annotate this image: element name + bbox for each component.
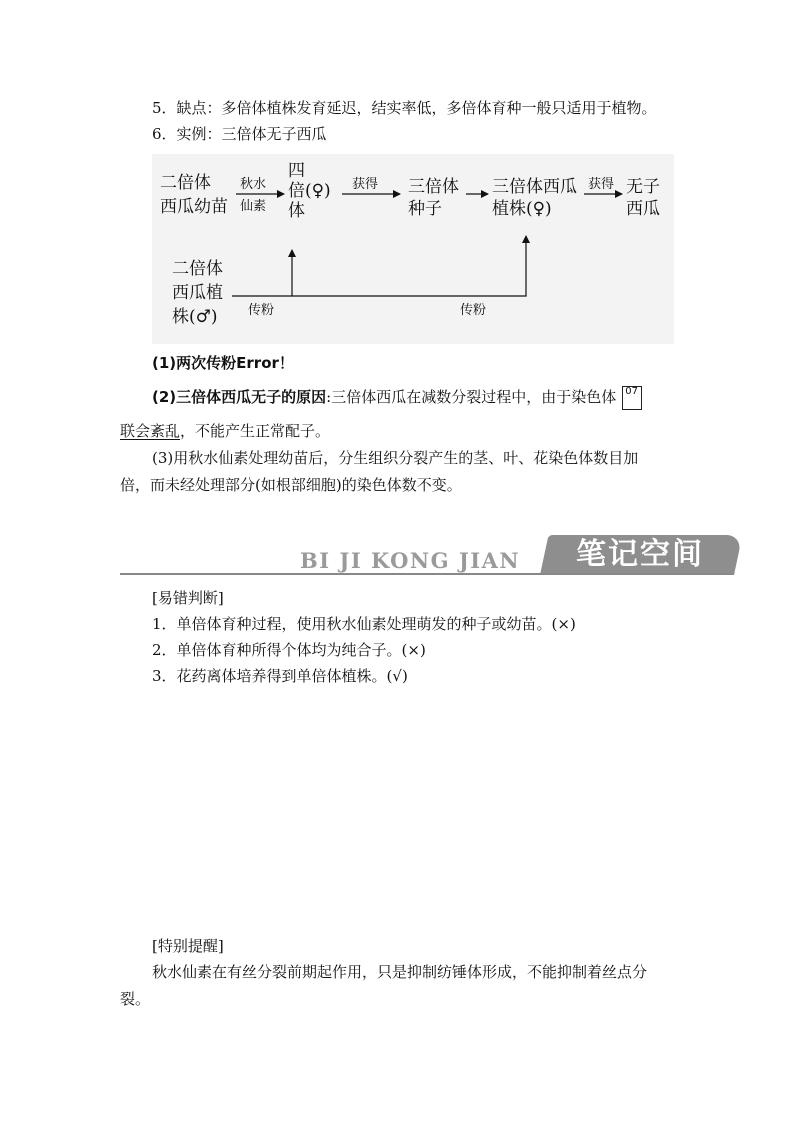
diagram-svg	[152, 154, 674, 344]
diploid-plant-line2: 西瓜植	[172, 283, 223, 303]
seedless-line2: 西瓜	[626, 199, 660, 219]
tetraploid-line3: 体	[288, 201, 305, 221]
reminder-line1: 秋水仙素在有丝分裂前期起作用，只是抑制纺锤体形成，不能抑制着丝点分	[152, 963, 648, 981]
banner-latin: BI JI KONG JIAN	[300, 548, 521, 573]
colchicine-label-top: 秋水	[240, 177, 267, 192]
note-2-heading: (2)三倍体西瓜无子的原因	[152, 388, 327, 406]
item-6: 6．实例：三倍体无子西瓜	[152, 125, 327, 143]
note-3-line2: 倍，而未经处理部分(如根部细胞)的染色体数不变。	[120, 476, 462, 494]
triploid-seed-line2: 种子	[408, 199, 442, 219]
diploid-plant-line3: 株(♂)	[172, 307, 218, 327]
note-2-cont	[120, 420, 330, 442]
triploid-plant-line2: 植株(♀)	[492, 199, 552, 219]
note-2	[152, 386, 642, 410]
answer-underlined: 联会紊乱	[120, 422, 181, 440]
triploid-seed-line1: 三倍体	[408, 177, 459, 197]
note-2-tail: ，不能产生正常配子。	[180, 422, 331, 440]
tetraploid-line2: 倍(♀)	[288, 181, 331, 201]
pollination-path-2	[232, 236, 526, 296]
reminder-heading: [特别提醒]	[152, 937, 224, 955]
diploid-seedling-line1: 二倍体	[160, 173, 211, 193]
obtain-label-1: 获得	[352, 177, 379, 192]
triploid-plant-line1: 三倍体西瓜	[492, 177, 577, 197]
seedless-line1: 无子	[626, 177, 660, 197]
obtain-label-2: 获得	[588, 177, 615, 192]
pollination-label-1: 传粉	[248, 303, 275, 318]
reminder-line2: 裂。	[120, 990, 151, 1008]
answer-box-number: 07	[625, 386, 638, 397]
note-2-body: :三倍体西瓜在减数分裂过程中，由于染色体	[326, 388, 617, 406]
answer-box	[622, 386, 642, 410]
banner-title: 笔记空间	[576, 537, 704, 572]
triploid-watermelon-diagram	[152, 154, 674, 344]
pollination-label-2: 传粉	[460, 303, 487, 318]
judgement-item-2: 2．单倍体育种所得个体均为纯合子。(×)	[152, 641, 426, 659]
colchicine-label-bottom: 仙素	[240, 199, 267, 214]
judgement-heading: [易错判断]	[152, 589, 224, 607]
item-5: 5．缺点：多倍体植株发育延迟，结实率低，多倍体育种一般只适用于植物。	[152, 99, 657, 117]
note-1	[152, 352, 294, 374]
banner-rule	[120, 573, 734, 575]
diploid-seedling-line2: 西瓜幼苗	[160, 197, 228, 217]
note-1-text: (1)两次传粉Error！	[152, 354, 294, 372]
diploid-plant-line1: 二倍体	[172, 259, 223, 279]
tetraploid-line1: 四	[288, 161, 305, 181]
judgement-item-3: 3．花药离体培养得到单倍体植株。(√)	[152, 667, 408, 685]
note-3-line1: (3)用秋水仙素处理幼苗后，分生组织分裂产生的茎、叶、花染色体数目加	[152, 449, 639, 467]
judgement-item-1: 1．单倍体育种过程，使用秋水仙素处理萌发的种子或幼苗。(×)	[152, 615, 576, 633]
